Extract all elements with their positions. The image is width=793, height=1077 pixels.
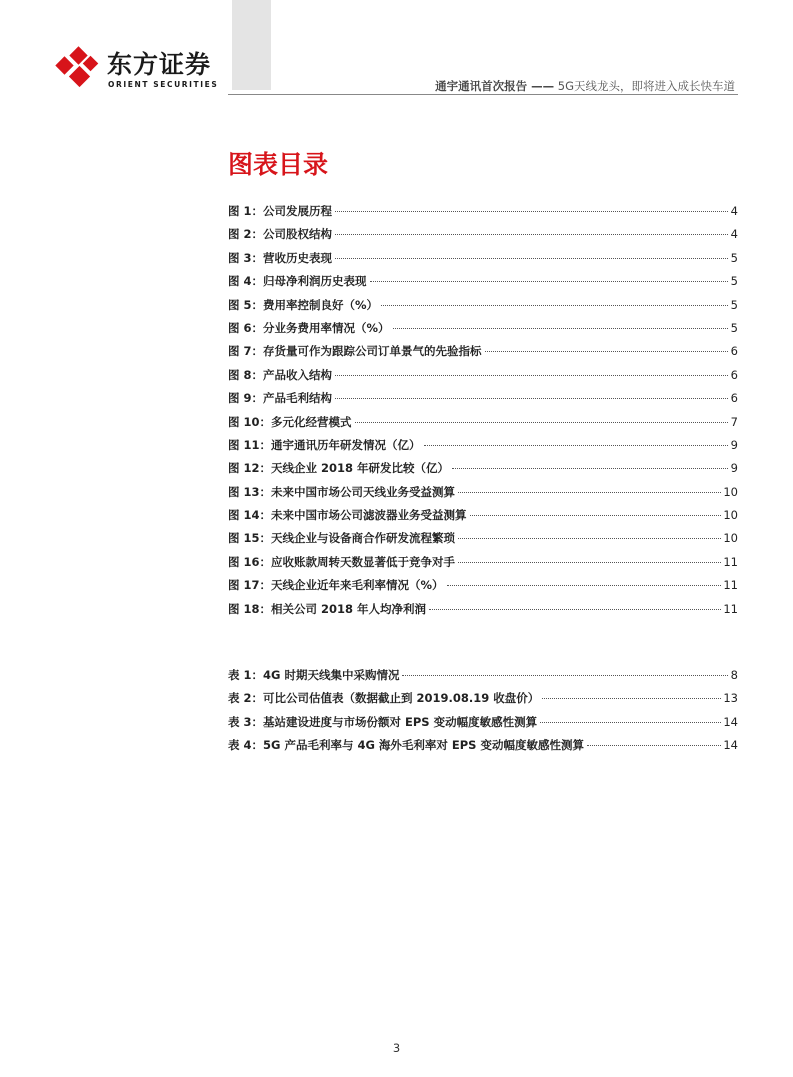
figure-entry[interactable] <box>228 575 738 598</box>
dot-leader <box>458 492 721 493</box>
figure-entry[interactable] <box>228 505 738 528</box>
figure-entry-page[interactable]: 4 <box>730 204 738 218</box>
table-entry[interactable] <box>228 712 738 735</box>
figure-entry[interactable] <box>228 528 738 551</box>
table-entry-page[interactable]: 14 <box>723 714 738 729</box>
dot-leader <box>542 698 721 699</box>
table-entry-page[interactable]: 13 <box>723 691 738 706</box>
table-entry-label[interactable]: 表 3：基站建设进度与市场份额对 EPS 变动幅度敏感性测算 <box>228 714 538 729</box>
page-title: 图表目录 <box>228 150 329 179</box>
figure-entry[interactable] <box>228 201 738 224</box>
table-entry-label[interactable]: 表 1：4G 时期天线集中采购情况 <box>228 668 400 682</box>
figure-entry-page[interactable]: 11 <box>723 601 738 616</box>
figure-entry-label[interactable]: 图 9：产品毛利结构 <box>228 391 333 406</box>
figure-entry-page[interactable]: 10 <box>723 484 738 499</box>
company-logo <box>55 46 225 94</box>
figure-entry-page[interactable]: 6 <box>730 367 738 382</box>
figure-entry[interactable] <box>228 365 738 388</box>
dot-leader <box>485 351 728 352</box>
table-entry[interactable] <box>228 665 738 688</box>
report-header <box>435 78 735 94</box>
figure-entry-page[interactable]: 10 <box>723 531 738 546</box>
figure-entry-page[interactable]: 6 <box>730 344 738 359</box>
figure-entry-page[interactable]: 9 <box>730 461 738 476</box>
figure-entry[interactable] <box>228 388 738 411</box>
dot-leader <box>458 562 721 563</box>
dot-leader <box>355 422 728 423</box>
figure-entry[interactable] <box>228 271 738 294</box>
figure-entry-label[interactable]: 图 11：通宇通讯历年研发情况（亿） <box>228 437 421 452</box>
logo-chinese-name: 东方证券 <box>107 50 212 79</box>
figure-entry[interactable] <box>228 224 738 247</box>
header-divider <box>228 94 738 95</box>
figure-entry-label[interactable]: 图 10：多元化经营模式 <box>228 414 352 429</box>
figure-entry-label[interactable]: 图 4：归母净利润历史表现 <box>228 274 367 289</box>
dot-leader <box>381 305 728 306</box>
dot-leader <box>458 538 721 539</box>
dot-leader <box>335 375 728 376</box>
dot-leader <box>470 515 722 516</box>
figure-entry[interactable] <box>228 458 738 481</box>
table-list <box>228 665 738 759</box>
figure-entry[interactable] <box>228 341 738 364</box>
figure-entry-page[interactable]: 11 <box>723 578 738 593</box>
figure-entry-label[interactable]: 图 6：分业务费用率情况（%） <box>228 320 390 335</box>
header-gray-bar <box>232 0 271 90</box>
figure-entry-page[interactable]: 5 <box>730 274 738 289</box>
orient-logo-icon <box>55 46 101 92</box>
figure-entry-label[interactable]: 图 7：存货量可作为跟踪公司订单景气的先验指标 <box>228 344 482 359</box>
figure-entry-page[interactable]: 10 <box>723 508 738 523</box>
figure-entry[interactable] <box>228 295 738 318</box>
dot-leader <box>447 585 722 586</box>
figure-entry-label[interactable]: 图 16：应收账款周转天数显著低于竞争对手 <box>228 554 456 569</box>
figure-entry-label[interactable]: 图 14：未来中国市场公司滤波器业务受益测算 <box>228 508 467 523</box>
dot-leader <box>429 609 721 610</box>
dot-leader <box>335 258 728 259</box>
figure-entry[interactable] <box>228 318 738 341</box>
figure-entry-label[interactable]: 图 3：营收历史表现 <box>228 250 333 265</box>
dot-leader <box>335 211 728 212</box>
report-subtitle: 5G天线龙头，即将进入成长快车道 <box>554 79 735 93</box>
page-number: 3 <box>392 1041 401 1055</box>
figure-entry-page[interactable]: 7 <box>730 414 738 429</box>
dot-leader <box>335 398 728 399</box>
dot-leader <box>540 722 721 723</box>
logo-english-name: ORIENT SECURITIES <box>108 80 219 89</box>
table-entry-page[interactable]: 8 <box>730 668 738 682</box>
figure-entry[interactable] <box>228 482 738 505</box>
table-entry[interactable] <box>228 735 738 758</box>
figure-entry[interactable] <box>228 552 738 575</box>
table-entry[interactable] <box>228 688 738 711</box>
table-entry-page[interactable]: 14 <box>723 738 738 753</box>
figure-entry-label[interactable]: 图 17：天线企业近年来毛利率情况（%） <box>228 578 444 593</box>
figure-entry-label[interactable]: 图 5：费用率控制良好（%） <box>228 297 379 312</box>
figure-entry-page[interactable]: 9 <box>730 437 738 452</box>
figure-entry-page[interactable]: 6 <box>730 391 738 406</box>
table-entry-label[interactable]: 表 2：可比公司估值表（数据截止到 2019.08.19 收盘价） <box>228 691 540 706</box>
dot-leader <box>452 468 728 469</box>
dot-leader <box>335 234 728 235</box>
figure-entry-page[interactable]: 4 <box>730 227 738 242</box>
figure-entry-label[interactable]: 图 8：产品收入结构 <box>228 367 333 382</box>
figure-entry-label[interactable]: 图 12：天线企业 2018 年研发比较（亿） <box>228 461 450 476</box>
figure-entry-label[interactable]: 图 1：公司发展历程 <box>228 204 333 218</box>
table-entry-label[interactable]: 表 4：5G 产品毛利率与 4G 海外毛利率对 EPS 变动幅度敏感性测算 <box>228 738 584 753</box>
dot-leader <box>393 328 728 329</box>
figure-entry-label[interactable]: 图 18：相关公司 2018 年人均净利润 <box>228 601 427 616</box>
figure-entry[interactable] <box>228 412 738 435</box>
dot-leader <box>402 675 728 676</box>
figure-list <box>228 201 738 622</box>
report-type: 通宇通讯首次报告 —— <box>435 79 555 93</box>
figure-entry-page[interactable]: 5 <box>730 250 738 265</box>
dot-leader <box>587 745 721 746</box>
dot-leader <box>370 281 728 282</box>
figure-entry-page[interactable]: 11 <box>723 554 738 569</box>
figure-entry-label[interactable]: 图 2：公司股权结构 <box>228 227 333 242</box>
dot-leader <box>424 445 728 446</box>
figure-entry-label[interactable]: 图 15：天线企业与设备商合作研发流程繁琐 <box>228 531 456 546</box>
figure-entry-page[interactable]: 5 <box>730 320 738 335</box>
figure-entry-label[interactable]: 图 13：未来中国市场公司天线业务受益测算 <box>228 484 456 499</box>
figure-entry[interactable] <box>228 599 738 622</box>
figure-entry[interactable] <box>228 435 738 458</box>
figure-entry[interactable] <box>228 248 738 271</box>
figure-entry-page[interactable]: 5 <box>730 297 738 312</box>
